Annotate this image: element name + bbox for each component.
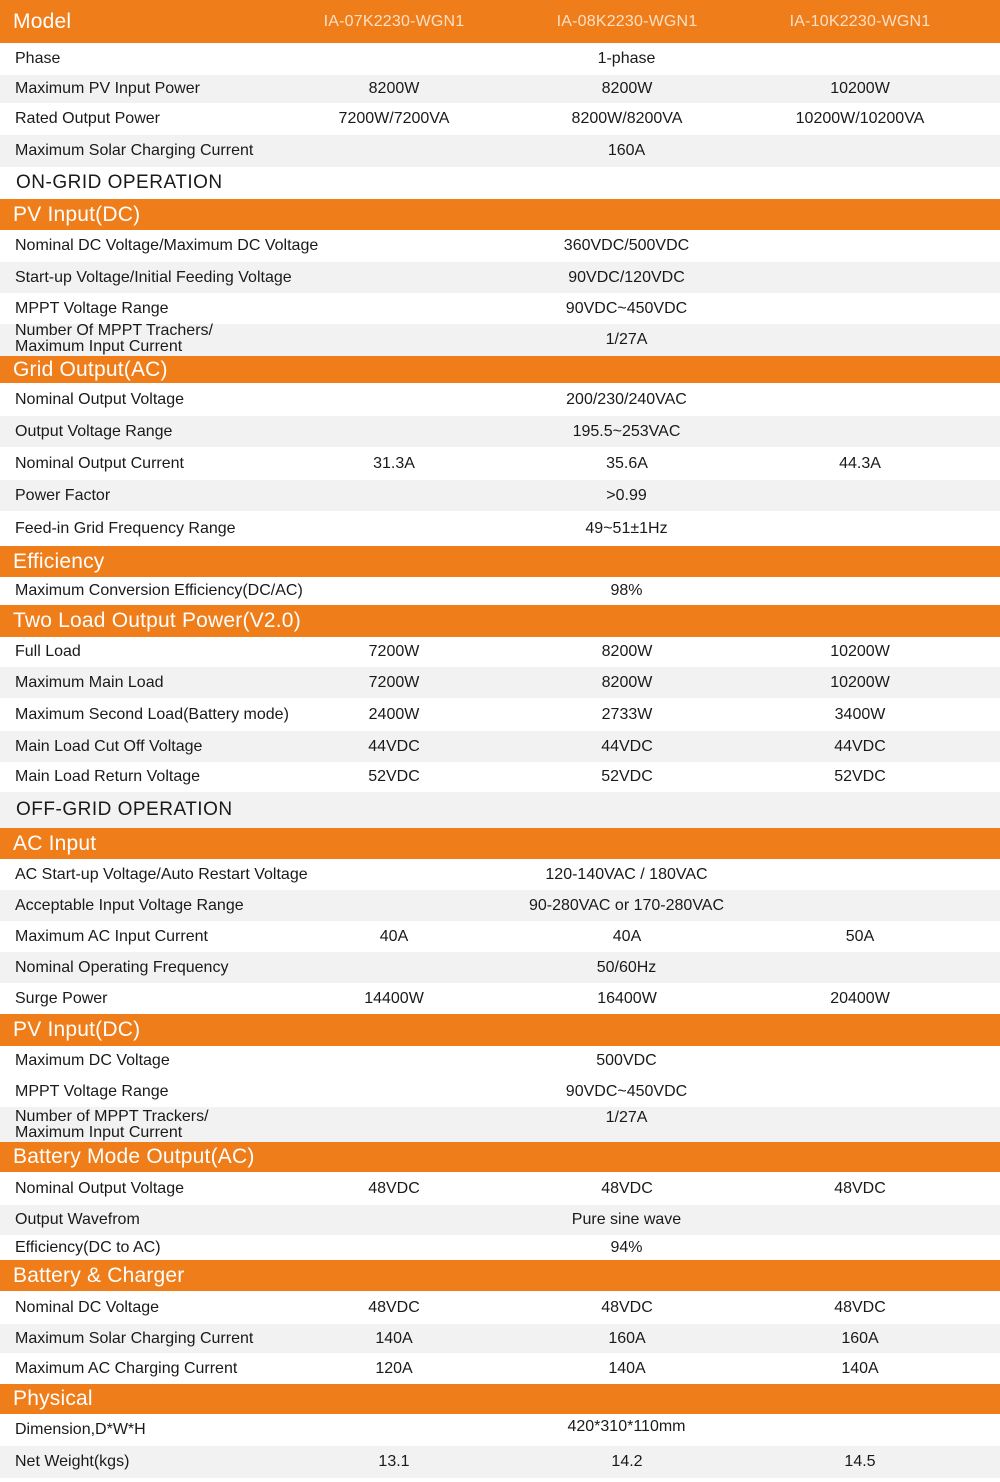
spec-value-2: 40A (612, 927, 642, 945)
spec-row-max-solar-charge (0, 1324, 1000, 1353)
spec-value-2: 52VDC (601, 768, 653, 785)
spec-value: 360VDC/500VDC (563, 237, 690, 254)
model-name-1: IA-07K2230-WGN1 (323, 12, 465, 30)
spec-value-3: 48VDC (834, 1179, 886, 1197)
spec-row-max-ac-input-current (0, 921, 1000, 952)
spec-value: >0.99 (606, 486, 647, 504)
spec-label-line-1: Number Of MPPT Trachers/ (15, 322, 213, 339)
spec-value-3: 3400W (834, 705, 886, 723)
spec-value: 98% (610, 582, 643, 599)
section-header-ac-input: AC Input (0, 828, 1000, 859)
spec-value: 50/60Hz (596, 958, 657, 976)
spec-label: Nominal DC Voltage/Maximum DC Voltage (15, 237, 319, 254)
spec-value-1: 44VDC (368, 737, 420, 755)
spec-row-phase (0, 43, 1000, 75)
section-header-efficiency: Efficiency (0, 546, 1000, 577)
spec-value: 195.5~253VAC (572, 422, 681, 440)
spec-label: Maximum AC Input Current (15, 927, 208, 945)
spec-value-2: 44VDC (601, 737, 653, 755)
spec-row-nominal-dc-voltage (0, 1291, 1000, 1324)
spec-label: Surge Power (15, 989, 108, 1007)
spec-value: 90-280VAC or 170-280VAC (528, 896, 725, 914)
section-header-battery-charger: Battery & Charger (0, 1260, 1000, 1291)
spec-row-nominal-output-voltage (0, 383, 1000, 416)
section-header-physical: Physical (0, 1384, 1000, 1414)
spec-value-3: 10200W (830, 643, 890, 660)
spec-label-line-2: Maximum Input Current (15, 338, 183, 355)
spec-value-3: 50A (845, 927, 875, 945)
spec-value: 49~51±1Hz (585, 519, 668, 537)
spec-value: 90VDC~450VDC (565, 299, 688, 317)
spec-value-1: 8200W (368, 80, 420, 97)
spec-row-operating-frequency (0, 952, 1000, 983)
spec-value-1: 7200W (368, 673, 420, 691)
spec-label: MPPT Voltage Range (15, 1082, 169, 1100)
spec-value: 120-140VAC / 180VAC (545, 865, 708, 883)
spec-value: 1-phase (597, 50, 656, 67)
spec-label: Full Load (15, 643, 81, 660)
spec-label: Output Voltage Range (15, 422, 173, 440)
spec-value: 1/27A (605, 331, 648, 348)
spec-label: Maximum Main Load (15, 673, 164, 691)
spec-label (15, 324, 213, 356)
spec-label: Maximum DC Voltage (15, 1052, 170, 1069)
spec-label: Phase (15, 50, 61, 67)
model-header-row (0, 0, 1000, 43)
spec-label: Maximum AC Charging Current (15, 1359, 238, 1377)
spec-value-1: 52VDC (368, 768, 420, 785)
section-header-grid-output: Grid Output(AC) (0, 356, 1000, 383)
spec-label: AC Start-up Voltage/Auto Restart Voltage (15, 865, 308, 883)
spec-row-mppt-number-off (0, 1107, 1000, 1142)
spec-value-3: 44VDC (834, 737, 886, 755)
spec-value-2: 140A (608, 1359, 646, 1377)
spec-label: Efficiency(DC to AC) (15, 1238, 161, 1256)
spec-value-1: 14400W (364, 989, 424, 1007)
spec-row-max-pv-power (0, 75, 1000, 103)
spec-row-full-load (0, 637, 1000, 667)
spec-value-1: 31.3A (373, 454, 415, 472)
spec-value-2: 14.2 (611, 1453, 643, 1470)
spec-value-2: 8200W/8200VA (571, 110, 683, 127)
spec-label: Main Load Cut Off Voltage (15, 737, 203, 755)
spec-row-max-ac-charge (0, 1353, 1000, 1384)
spec-label: Nominal Output Voltage (15, 1179, 184, 1197)
spec-label: Output Wavefrom (15, 1211, 140, 1228)
spec-row-max-dc-voltage (0, 1046, 1000, 1076)
spec-label: Nominal Output Voltage (15, 390, 184, 408)
spec-label: Dimension,D*W*H (15, 1421, 146, 1438)
spec-label: Maximum Second Load(Battery mode) (15, 705, 289, 723)
spec-row-dimension (0, 1414, 1000, 1446)
spec-value: 200/230/240VAC (566, 390, 687, 408)
spec-row-max-solar-charging (0, 135, 1000, 167)
spec-label: Maximum Solar Charging Current (15, 1329, 254, 1347)
spec-row-freq-range (0, 511, 1000, 546)
spec-row-acceptable-range (0, 890, 1000, 921)
spec-value: 90VDC~450VDC (565, 1082, 688, 1100)
on-grid-title: ON-GRID OPERATION (0, 167, 1000, 199)
spec-row-return-voltage (0, 762, 1000, 792)
spec-row-power-factor (0, 480, 1000, 511)
section-header-battery-mode: Battery Mode Output(AC) (0, 1142, 1000, 1172)
spec-value-1: 2400W (368, 705, 420, 723)
spec-value: Pure sine wave (571, 1211, 682, 1228)
spec-value-2: 8200W (601, 673, 653, 691)
spec-value-2: 16400W (597, 989, 657, 1007)
spec-value-3: 160A (841, 1329, 879, 1347)
spec-row-nominal-output-current (0, 447, 1000, 480)
section-header-pv-input-on: PV Input(DC) (0, 199, 1000, 230)
spec-label: Nominal Operating Frequency (15, 958, 229, 976)
spec-value-3: 44.3A (839, 454, 881, 472)
spec-value-2: 2733W (601, 705, 653, 723)
spec-value-3: 10200W/10200VA (795, 110, 925, 127)
spec-value-1: 120A (375, 1359, 413, 1377)
section-header-pv-input-off: PV Input(DC) (0, 1014, 1000, 1046)
off-grid-title: OFF-GRID OPERATION (0, 792, 1000, 828)
spec-value: 1/27A (605, 1109, 648, 1126)
spec-row-mppt-range (0, 293, 1000, 324)
spec-value-1: 48VDC (368, 1298, 420, 1316)
spec-value-2: 160A (608, 1329, 646, 1347)
spec-label: Rated Output Power (15, 110, 160, 127)
spec-label: Maximum PV Input Power (15, 80, 200, 97)
spec-label: Maximum Solar Charging Current (15, 142, 254, 159)
spec-row-max-conversion (0, 577, 1000, 605)
spec-row-output-voltage-range (0, 416, 1000, 447)
spec-value: 160A (607, 142, 646, 159)
spec-value: 94% (610, 1238, 643, 1256)
model-name-2: IA-08K2230-WGN1 (556, 12, 698, 30)
spec-label: Power Factor (15, 486, 111, 504)
spec-value-2: 35.6A (606, 454, 648, 472)
spec-row-cut-off-voltage (0, 731, 1000, 762)
spec-row-battery-nominal-voltage (0, 1172, 1000, 1205)
spec-label: Net Weight(kgs) (15, 1453, 130, 1470)
spec-label: Nominal Output Current (15, 454, 184, 472)
spec-value: 90VDC/120VDC (568, 268, 685, 286)
spec-value-3: 52VDC (834, 768, 886, 785)
spec-value-3: 140A (841, 1359, 879, 1377)
spec-label: MPPT Voltage Range (15, 299, 169, 317)
spec-value-2: 8200W (601, 643, 653, 660)
spec-value: 500VDC (596, 1052, 657, 1069)
spec-value-3: 20400W (830, 989, 890, 1007)
spec-value-1: 40A (379, 927, 409, 945)
spec-value-1: 13.1 (378, 1453, 410, 1470)
spec-value-1: 140A (375, 1329, 413, 1347)
spec-value-3: 10200W (830, 673, 890, 691)
spec-row-max-second-load (0, 698, 1000, 731)
spec-label: Feed-in Grid Frequency Range (15, 519, 236, 537)
spec-row-surge-power (0, 983, 1000, 1014)
spec-label: Nominal DC Voltage (15, 1298, 160, 1316)
spec-label-line-1: Number of MPPT Trackers/ (15, 1108, 209, 1125)
spec-row-ac-startup (0, 859, 1000, 890)
spec-value-2: 48VDC (601, 1179, 653, 1197)
spec-value-3: 10200W (830, 80, 890, 97)
section-header-two-load: Two Load Output Power(V2.0) (0, 605, 1000, 637)
spec-value-3: 48VDC (834, 1298, 886, 1316)
spec-value: 420*310*110mm (567, 1418, 686, 1435)
spec-row-nominal-dc (0, 230, 1000, 262)
spec-row-net-weight (0, 1446, 1000, 1478)
spec-row-output-waveform (0, 1205, 1000, 1235)
spec-row-mppt-range-off (0, 1076, 1000, 1107)
model-label: Model (13, 9, 72, 33)
spec-row-battery-efficiency (0, 1235, 1000, 1260)
spec-value-1: 48VDC (368, 1179, 420, 1197)
model-name-3: IA-10K2230-WGN1 (789, 12, 931, 30)
spec-value-1: 7200W (368, 643, 420, 660)
spec-label: Start-up Voltage/Initial Feeding Voltage (15, 268, 292, 286)
spec-value-3: 14.5 (844, 1453, 876, 1470)
spec-label (15, 1107, 209, 1142)
spec-row-max-main-load (0, 667, 1000, 698)
spec-label: Maximum Conversion Efficiency(DC/AC) (15, 582, 303, 599)
spec-row-startup-voltage (0, 262, 1000, 293)
spec-value-2: 48VDC (601, 1298, 653, 1316)
spec-label: Acceptable Input Voltage Range (15, 896, 244, 914)
spec-label: Main Load Return Voltage (15, 768, 201, 785)
spec-value-2: 8200W (601, 80, 653, 97)
spec-row-mppt-number (0, 324, 1000, 356)
spec-value-1: 7200W/7200VA (338, 110, 450, 127)
spec-row-rated-output (0, 103, 1000, 135)
spec-label-line-2: Maximum Input Current (15, 1124, 183, 1141)
